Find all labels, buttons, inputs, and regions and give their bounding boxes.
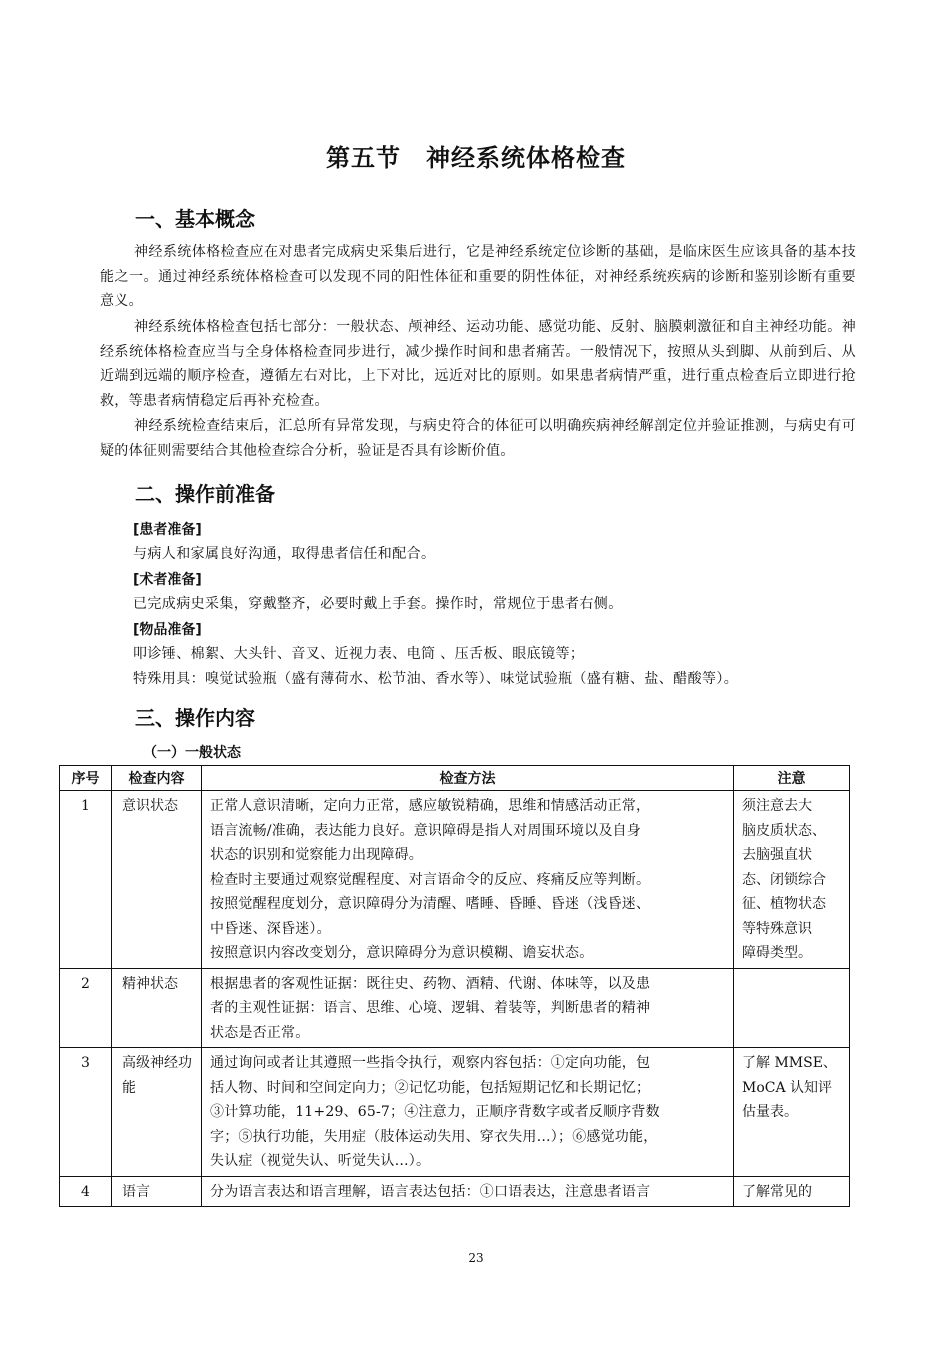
section-heading-basic-concepts: 一、基本概念 — [135, 207, 255, 231]
method-line: 中昏迷、深昏迷）。 — [210, 920, 331, 937]
exam-table — [59, 765, 850, 1207]
header-method: 检查方法 — [202, 766, 734, 791]
row-method — [202, 1176, 734, 1207]
row-number: 3 — [60, 1048, 112, 1177]
method-line: 检查时主要通过观察觉醒程度、对言语命令的反应、疼痛反应等判断。 — [210, 871, 651, 888]
operator-prep-text: 已完成病史采集，穿戴整齐，必要时戴上手套。操作时，常规位于患者右侧。 — [133, 596, 623, 612]
note-line: 估量表。 — [742, 1104, 798, 1120]
operator-prep-label: [术者准备] — [133, 572, 202, 588]
row-note — [734, 1176, 850, 1207]
method-line: 者的主观性证据：语言、思维、心境、逻辑、着装等，判断患者的精神 — [210, 1000, 651, 1016]
table-row — [60, 1048, 850, 1177]
note-line: MoCA 认知评 — [742, 1079, 833, 1096]
method-line: 正常人意识清晰，定向力正常，感应敏锐精确，思维和情感活动正常， — [210, 798, 651, 814]
row-number: 4 — [60, 1176, 112, 1207]
table-header-row — [60, 766, 850, 791]
row-method — [202, 791, 734, 969]
paragraph-2: 神经系统体格检查包括七部分：一般状态、颅神经、运动功能、感觉功能、反射、脑膜刺激征和自主神经功能。神经系统体格检查应当与全身体格检查同步进行，减少操作时间和患者痛苦。一般情况下，按照从头到脚、从前到后、从近端到远端的顺序检查，遵循左右对比，上下对比，远近对比的原则。如果患者病情严重，进行重点检查后立即进行抢救，等患者病情稳定后再补充检查。 — [100, 319, 856, 409]
page-number: 23 — [468, 1251, 484, 1265]
patient-prep-label: [患者准备] — [133, 522, 202, 538]
method-line: 根据患者的客观性证据：既往史、药物、酒精、代谢、体味等，以及患 — [210, 975, 651, 992]
method-line: ③计算功能，11+29、65-7；④注意力，正顺序背数字或者反顺序背数 — [210, 1104, 660, 1120]
note-line: 障碍类型。 — [742, 945, 812, 961]
row-number: 1 — [60, 791, 112, 969]
method-line: 失认症（视觉失认、听觉失认…）。 — [210, 1153, 431, 1169]
section-heading-preparation: 二、操作前准备 — [135, 482, 275, 506]
row-note — [734, 791, 850, 969]
row-note — [734, 968, 850, 1048]
note-line: 态、闭锁综合 — [742, 871, 826, 888]
note-line: 脑皮质状态、 — [742, 822, 826, 839]
row-note — [734, 1048, 850, 1177]
method-line: 分为语言表达和语言理解，语言表达包括：①口语表达，注意患者语言 — [210, 1183, 651, 1200]
items-prep-line-1: 叩诊锤、棉絮、大头针、音叉、近视力表、电筒 、压舌板、眼底镜等； — [133, 646, 585, 662]
note-line: 等特殊意识 — [742, 920, 812, 937]
header-item: 检查内容 — [112, 766, 202, 791]
header-number: 序号 — [60, 766, 112, 791]
method-line: 语言流畅/准确，表达能力良好。意识障碍是指人对周围环境以及自身 — [210, 822, 641, 839]
section-heading-procedure: 三、操作内容 — [135, 706, 255, 730]
items-prep-line-2: 特殊用具：嗅觉试验瓶（盛有薄荷水、松节油、香水等）、味觉试验瓶（盛有糖、盐、醋酸等）。 — [133, 671, 739, 687]
paragraph-1: 神经系统体格检查应在对患者完成病史采集后进行，它是神经系统定位诊断的基础，是临床医生应该具备的基本技能之一。通过神经系统体格检查可以发现不同的阳性体征和重要的阴性体征，对神经系统疾病的诊断和鉴别诊断有重要意义。 — [100, 244, 856, 309]
method-line: 按照意识内容改变划分，意识障碍分为意识模糊、谵妄状态。 — [210, 945, 594, 961]
method-line: 状态的识别和觉察能力出现障碍。 — [210, 847, 423, 863]
row-item: 意识状态 — [112, 791, 202, 969]
paragraph-3: 神经系统检查结束后，汇总所有异常发现，与病史符合的体征可以明确疾病神经解剖定位并验证推测，与病史有可疑的体征则需要结合其他检查综合分析，验证是否具有诊断价值。 — [100, 418, 856, 459]
note-line: 征、植物状态 — [742, 896, 826, 912]
table-row — [60, 968, 850, 1048]
row-method — [202, 1048, 734, 1177]
row-method — [202, 968, 734, 1048]
method-line: 状态是否正常。 — [210, 1024, 310, 1041]
method-line: 按照觉醒程度划分，意识障碍分为清醒、嗜睡、昏睡、昏迷（浅昏迷、 — [210, 896, 651, 912]
method-line: 字；⑤执行功能，失用症（肢体运动失用、穿衣失用…）；⑥感觉功能， — [210, 1128, 658, 1145]
row-item: 精神状态 — [112, 968, 202, 1048]
method-line: 通过询问或者让其遵照一些指令执行，观察内容包括：①定向功能，包 — [210, 1055, 651, 1071]
table-row — [60, 791, 850, 969]
patient-prep-text: 与病人和家属良好沟通，取得患者信任和配合。 — [133, 546, 436, 562]
method-line: 括人物、时间和空间定向力；②记忆功能，包括短期记忆和长期记忆； — [210, 1079, 651, 1096]
header-note: 注意 — [734, 766, 850, 791]
row-number: 2 — [60, 968, 112, 1048]
table-row — [60, 1176, 850, 1207]
note-line: 了解 MMSE、 — [742, 1055, 837, 1071]
items-prep-label: [物品准备] — [133, 622, 202, 638]
row-item: 语言 — [112, 1176, 202, 1207]
note-line: 了解常见的 — [742, 1183, 812, 1200]
row-item: 高级神经功能 — [112, 1048, 202, 1177]
note-line: 去脑强直状 — [742, 847, 812, 863]
subsection-heading-general-state: （一）一般状态 — [143, 745, 241, 761]
page-title: 第五节 神经系统体格检查 — [326, 144, 626, 172]
note-line: 须注意去大 — [742, 798, 812, 814]
